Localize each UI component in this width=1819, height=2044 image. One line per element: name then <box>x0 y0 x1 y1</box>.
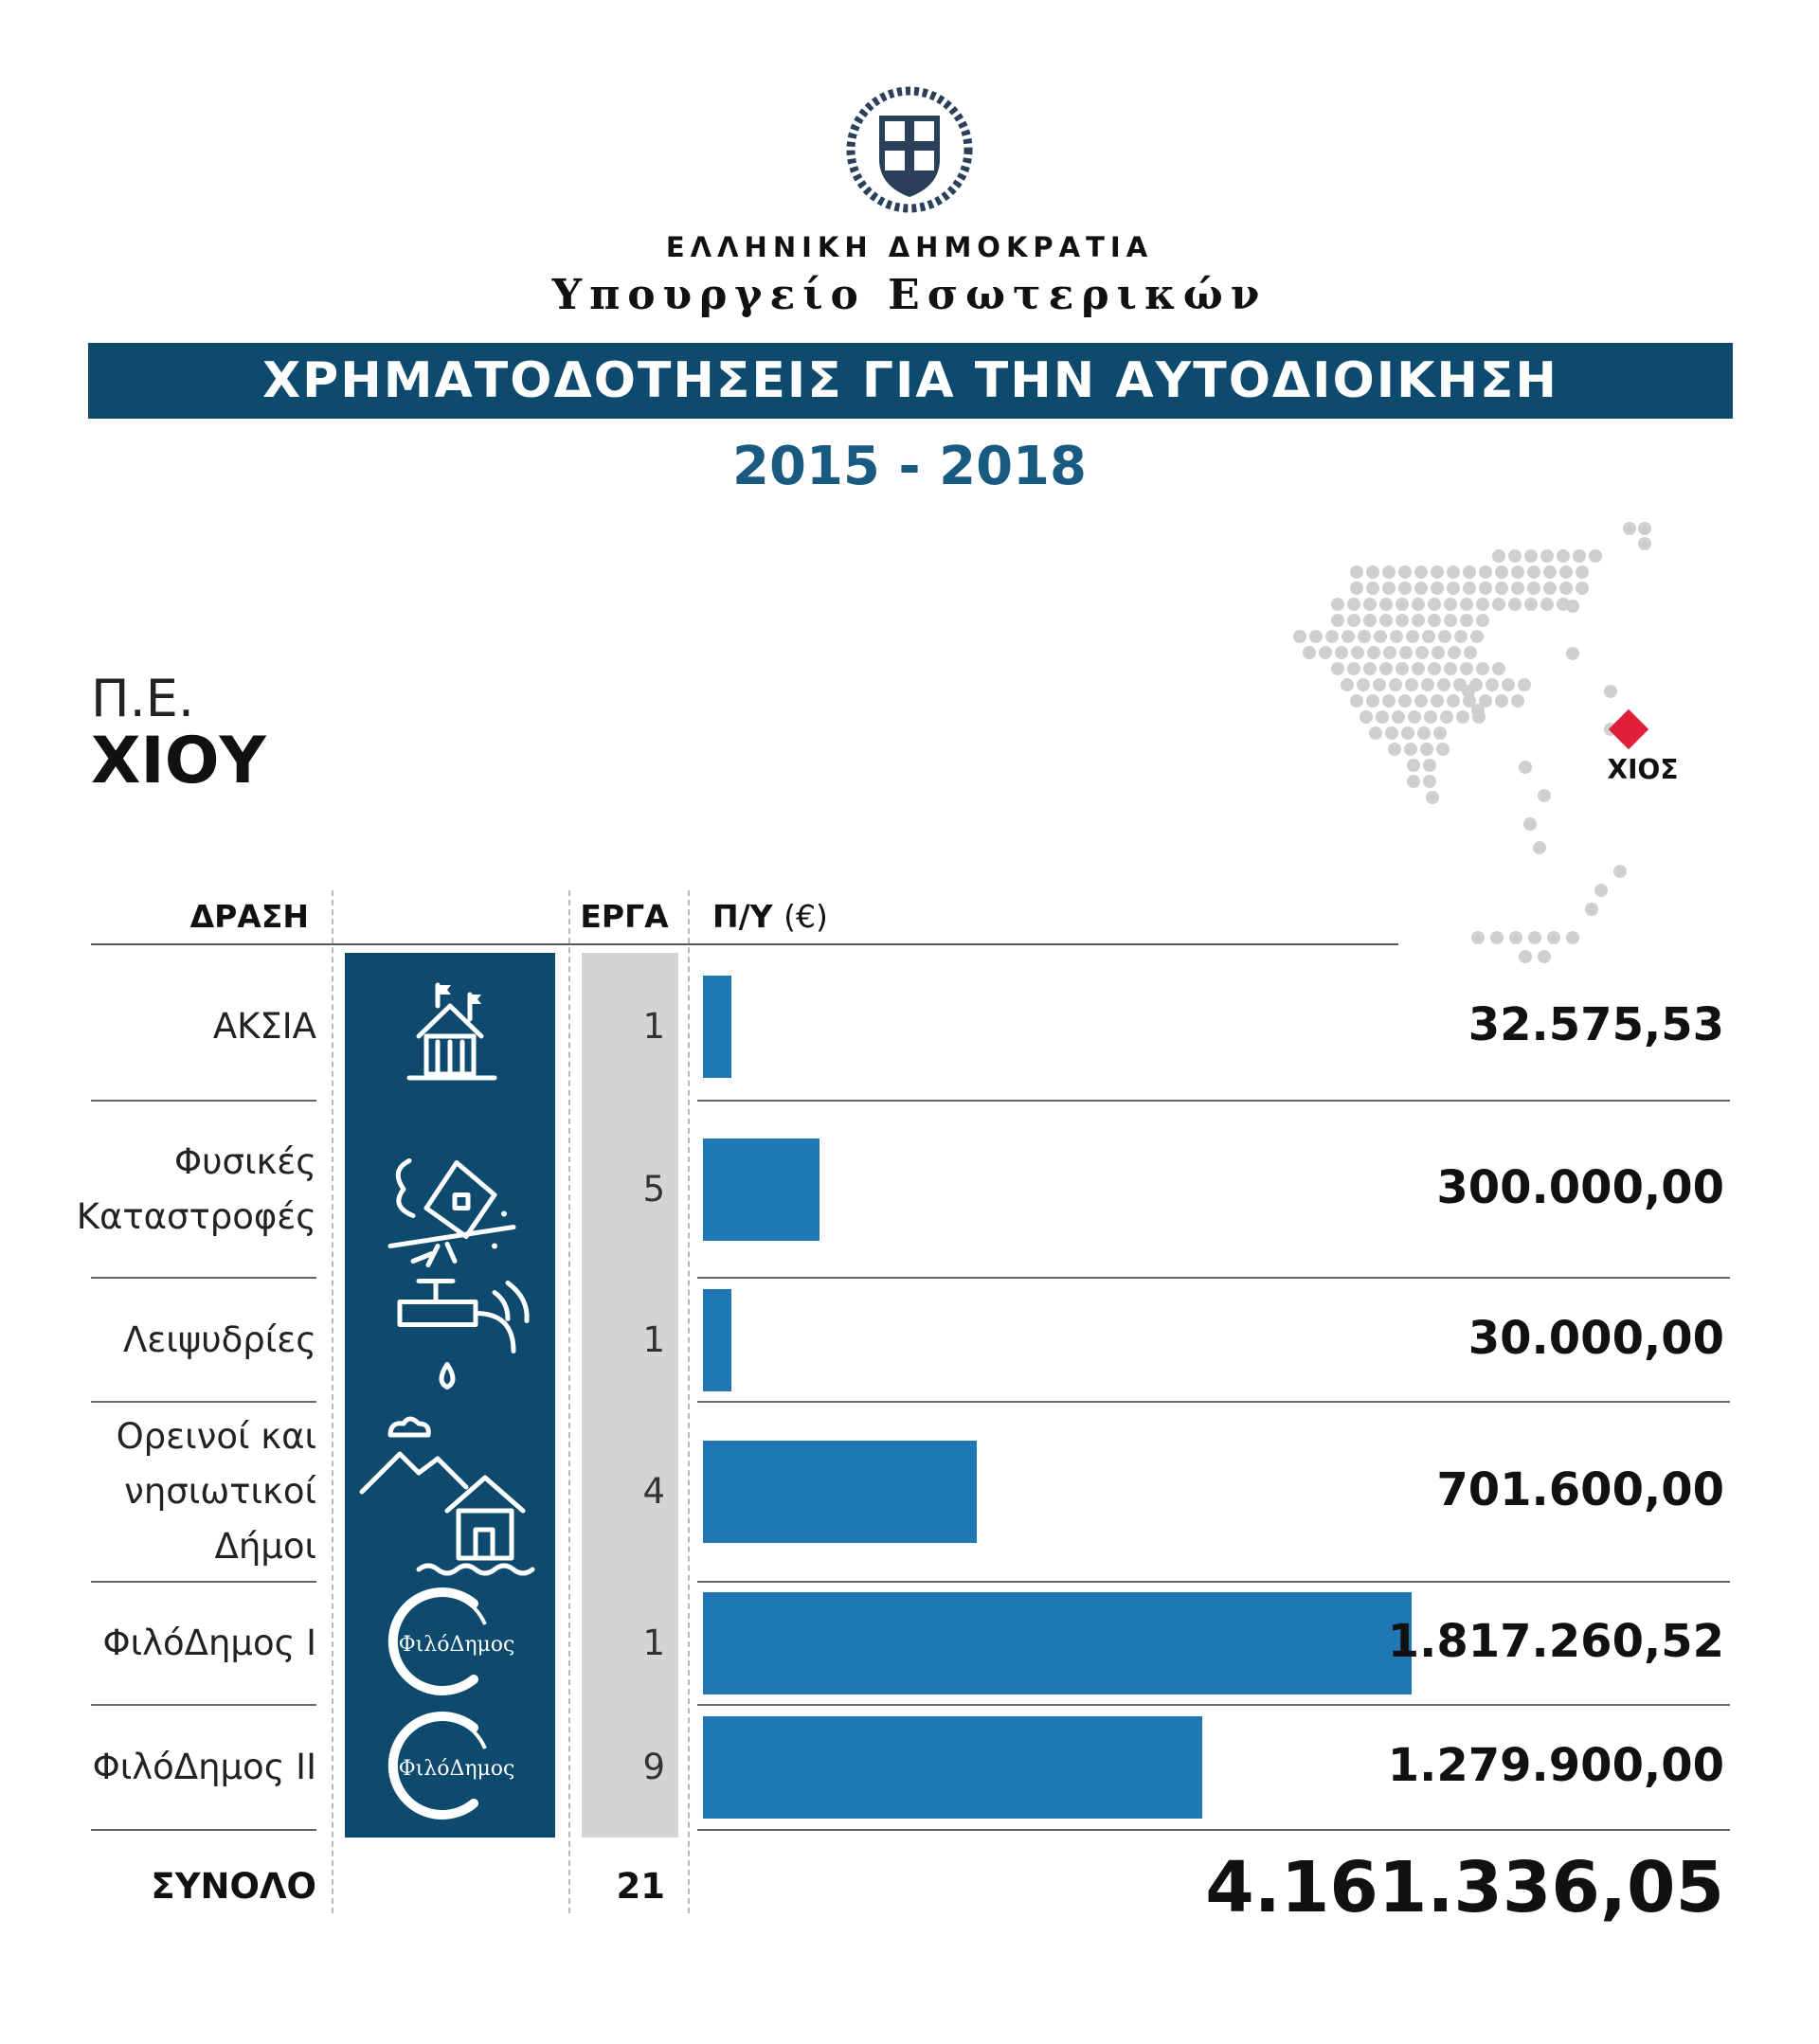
header-divider <box>91 943 1398 945</box>
column-header-budget <box>712 898 828 935</box>
natural-disaster-icon <box>352 1101 548 1278</box>
row-divider <box>91 1100 316 1102</box>
row-label-line: Δήμοι <box>214 1526 316 1567</box>
row-divider <box>697 1829 1730 1831</box>
map-dots <box>1293 522 1651 963</box>
row-label-line: Ορεινοί και <box>116 1416 316 1457</box>
row-divider <box>91 1277 316 1279</box>
budget-bar <box>703 1716 1202 1819</box>
row-works-count: 1 <box>642 1623 665 1663</box>
budget-bar <box>703 1139 819 1241</box>
row-divider <box>697 1704 1730 1706</box>
budget-bar <box>703 1289 731 1391</box>
row-label <box>76 999 316 1054</box>
budget-header-label: Π/Υ <box>712 898 773 935</box>
row-label <box>76 1313 316 1368</box>
row-value-label: 701.600,00 <box>1436 1463 1724 1516</box>
title-banner: ΧΡΗΜΑΤΟΔΟΤΗΣΕΙΣ ΓΙΑ ΤΗΝ ΑΥΤΟΔΙΟΙΚΗΣΗ <box>88 343 1733 419</box>
region-name: ΧΙΟΥ <box>91 724 266 798</box>
mountain-island-house-icon <box>352 1402 548 1582</box>
filodimos-logo-icon <box>352 1705 548 1830</box>
row-divider <box>91 1829 316 1831</box>
row-label-line: ΦιλόΔημος ΙΙ <box>92 1747 316 1787</box>
budget-bar <box>703 976 731 1078</box>
region-prefix: Π.Ε. <box>91 669 195 728</box>
row-divider <box>697 1581 1730 1583</box>
row-divider <box>91 1704 316 1706</box>
row-works-count: 1 <box>642 1006 665 1047</box>
row-works-count: 9 <box>642 1747 665 1787</box>
row-label-line: Καταστροφές <box>76 1195 316 1237</box>
column-divider <box>568 890 570 1913</box>
column-divider <box>332 890 333 1913</box>
period-label: 2015 - 2018 <box>732 436 1087 497</box>
chios-marker-icon <box>1609 709 1648 749</box>
ministry-title: Υπουργείο Εσωτερικών <box>551 271 1268 319</box>
filodimos-logo-icon <box>352 1582 548 1705</box>
row-label-line: ΦιλόΔημος Ι <box>102 1623 316 1663</box>
town-hall-icon <box>352 953 548 1101</box>
row-divider <box>697 1401 1730 1403</box>
row-divider <box>697 1100 1730 1102</box>
row-label-line: ΑΚΣΙΑ <box>212 1006 316 1047</box>
greece-dot-map <box>1288 511 1696 985</box>
row-label <box>76 1409 316 1574</box>
row-value-label: 32.575,53 <box>1468 998 1724 1051</box>
budget-bar <box>703 1592 1412 1694</box>
total-works: 21 <box>616 1866 665 1907</box>
budget-header-unit: (€) <box>783 898 828 935</box>
row-label <box>76 1740 316 1795</box>
row-value-label: 1.817.260,52 <box>1387 1615 1724 1668</box>
total-value: 4.161.336,05 <box>1205 1847 1724 1928</box>
row-label <box>76 1135 316 1245</box>
row-divider <box>697 1277 1730 1279</box>
filodimos-logo-text: ΦιλόΔημος <box>398 1757 515 1781</box>
row-label-line: Φυσικές <box>173 1140 316 1182</box>
row-divider <box>91 1581 316 1583</box>
row-value-label: 300.000,00 <box>1436 1160 1724 1214</box>
row-works-count: 1 <box>642 1318 665 1360</box>
row-value-label: 30.000,00 <box>1468 1311 1724 1365</box>
filodimos-logo-text: ΦιλόΔημος <box>398 1633 515 1657</box>
row-value-label: 1.279.900,00 <box>1387 1739 1724 1792</box>
row-works-count: 5 <box>642 1168 665 1210</box>
row-label-line: νησιωτικοί <box>124 1471 316 1512</box>
water-tap-icon <box>352 1278 548 1402</box>
column-header-action: ΔΡΑΣΗ <box>189 898 309 935</box>
row-works-count: 4 <box>642 1471 665 1512</box>
greek-coat-of-arms-icon <box>843 83 976 216</box>
row-divider <box>91 1401 316 1403</box>
column-divider <box>688 890 690 1913</box>
row-label-line: Λειψυδρίες <box>122 1318 316 1360</box>
total-label: ΣΥΝΟΛΟ <box>151 1866 316 1907</box>
budget-bar <box>703 1441 977 1543</box>
column-header-works: ΕΡΓΑ <box>580 898 669 935</box>
map-label: ΧΙΟΣ <box>1607 754 1679 785</box>
works-column <box>582 953 678 1838</box>
republic-title: ΕΛΛΗΝΙΚΗ ΔΗΜΟΚΡΑΤΙΑ <box>665 231 1154 263</box>
row-label <box>76 1616 316 1671</box>
